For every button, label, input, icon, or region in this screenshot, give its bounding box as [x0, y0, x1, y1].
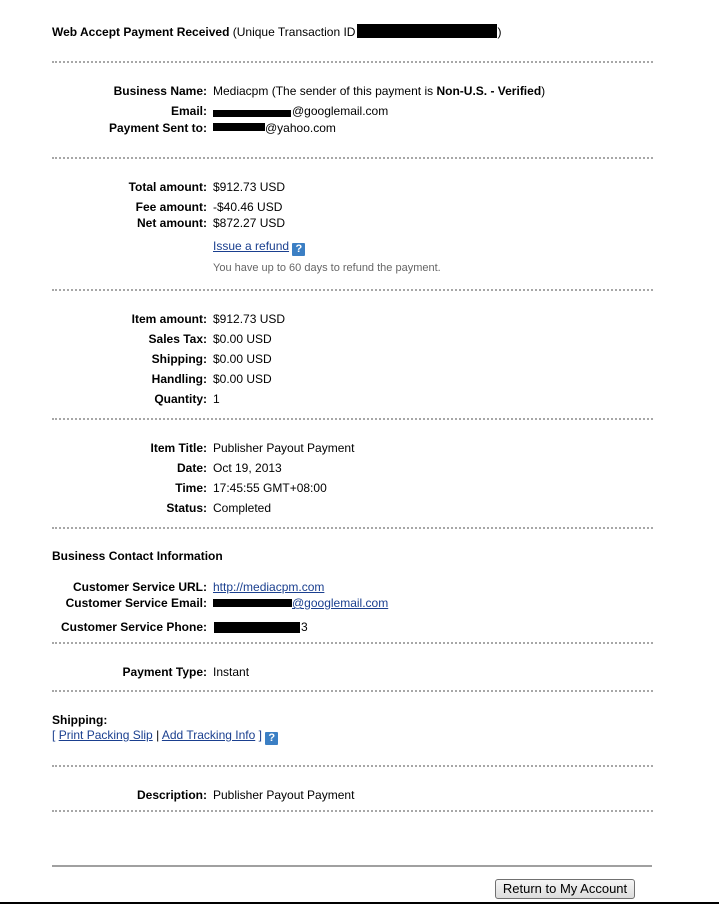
customer-service-phone-label: Customer Service Phone:: [60, 620, 207, 634]
quantity-value: 1: [213, 392, 220, 406]
time-value: 17:45:55 GMT+08:00: [213, 481, 327, 495]
net-amount-label: Net amount:: [137, 216, 207, 230]
date-value: Oct 19, 2013: [213, 461, 282, 475]
date-label: Date:: [176, 461, 207, 475]
sender-status: Non-U.S. - Verified: [436, 84, 542, 98]
customer-service-email-row[interactable]: [213, 596, 388, 610]
description-value: Publisher Payout Payment: [213, 788, 355, 802]
link-divider: |: [156, 728, 160, 742]
shipping-amount-value: $0.00 USD: [213, 352, 272, 366]
transaction-id-prefix: (Unique Transaction ID: [232, 25, 356, 39]
customer-service-phone-redacted: [214, 622, 300, 633]
separator: [52, 690, 653, 692]
business-name-label: Business Name:: [113, 84, 207, 98]
sales-tax-value: $0.00 USD: [213, 332, 272, 346]
item-title-label: Item Title:: [150, 441, 207, 455]
customer-service-email-domain[interactable]: @googlemail.com: [292, 596, 389, 610]
payment-sent-to-label: Payment Sent to:: [108, 121, 207, 135]
refund-note: You have up to 60 days to refund the payment.: [213, 262, 441, 274]
footer-divider: [52, 865, 652, 867]
customer-service-url-link[interactable]: http://mediacpm.com: [213, 580, 325, 594]
transaction-id-redacted: [357, 24, 497, 38]
issue-refund-row: [213, 239, 305, 256]
print-packing-slip-link[interactable]: Print Packing Slip: [58, 728, 153, 742]
separator: [52, 527, 653, 529]
time-label: Time:: [175, 481, 207, 495]
help-icon[interactable]: ?: [265, 732, 278, 745]
open-bracket: [: [52, 728, 56, 742]
shipping-amount-label: Shipping:: [151, 352, 207, 366]
separator: [52, 642, 653, 644]
total-amount-label: Total amount:: [128, 180, 207, 194]
email-redacted: [213, 110, 291, 117]
email-domain: @googlemail.com: [292, 104, 389, 118]
email-label: Email:: [170, 104, 207, 118]
customer-service-phone-tail: 3: [301, 620, 308, 634]
return-to-account-button[interactable]: Return to My Account: [495, 879, 635, 899]
quantity-label: Quantity:: [154, 392, 207, 406]
transaction-id-suffix: ): [497, 25, 502, 39]
item-title-value: Publisher Payout Payment: [213, 441, 355, 455]
status-value: Completed: [213, 501, 272, 515]
separator: [52, 289, 653, 291]
add-tracking-info-link[interactable]: Add Tracking Info: [161, 728, 256, 742]
total-amount-value: $912.73 USD: [213, 180, 286, 194]
customer-service-email-label: Customer Service Email:: [65, 596, 207, 610]
status-label: Status:: [166, 501, 207, 515]
fee-amount-value: -$40.46 USD: [213, 200, 283, 214]
handling-label: Handling:: [151, 372, 207, 386]
separator: [52, 810, 653, 812]
close-bracket: ]: [258, 728, 262, 742]
help-icon[interactable]: ?: [292, 243, 305, 256]
business-contact-heading: Business Contact Information: [52, 549, 223, 563]
shipping-heading: Shipping:: [52, 713, 108, 727]
item-amount-label: Item amount:: [131, 312, 207, 326]
separator: [52, 418, 653, 420]
page-title-row: [52, 24, 501, 39]
customer-service-url-label: Customer Service URL:: [72, 580, 207, 594]
issue-refund-link[interactable]: Issue a refund: [213, 239, 290, 253]
fee-amount-label: Fee amount:: [135, 200, 207, 214]
payment-type-label: Payment Type:: [122, 665, 207, 679]
description-label: Description:: [136, 788, 207, 802]
customer-service-email-redacted: [213, 599, 292, 607]
payment-sent-to-domain: @yahoo.com: [265, 121, 336, 135]
sales-tax-label: Sales Tax:: [148, 332, 207, 346]
item-amount-value: $912.73 USD: [213, 312, 286, 326]
page-title: Web Accept Payment Received: [52, 25, 230, 39]
payment-type-value: Instant: [213, 665, 250, 679]
sender-note-suffix: ): [541, 84, 546, 98]
separator: [52, 61, 653, 63]
business-name: Mediacpm: [213, 84, 269, 98]
business-name-value: [213, 84, 545, 98]
sender-note-prefix: (The sender of this payment is: [271, 84, 434, 98]
separator: [52, 157, 653, 159]
payment-sent-to-redacted: [213, 123, 265, 131]
net-amount-value: $872.27 USD: [213, 216, 286, 230]
handling-value: $0.00 USD: [213, 372, 272, 386]
shipping-actions: [52, 728, 278, 745]
separator: [52, 765, 653, 767]
